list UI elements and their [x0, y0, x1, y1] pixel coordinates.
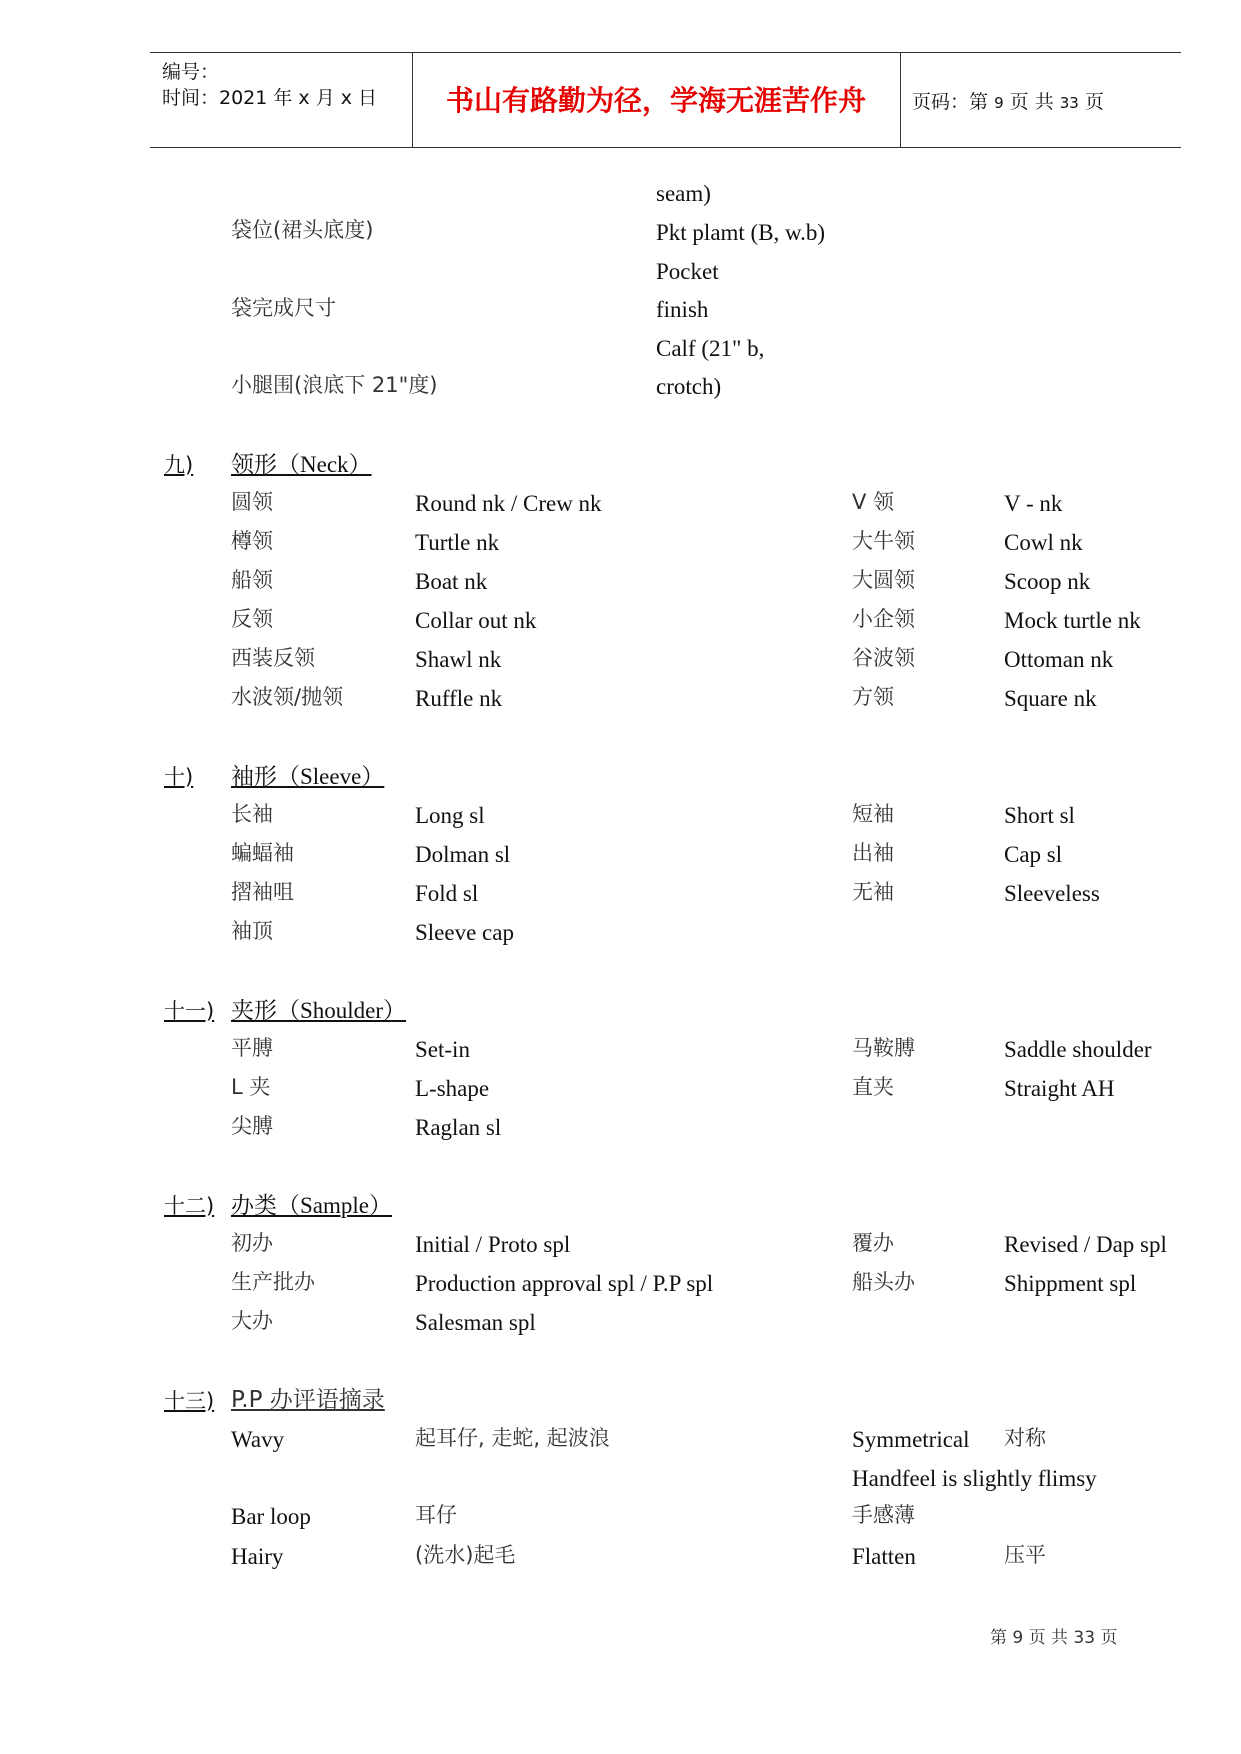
- page-header: [150, 52, 1181, 148]
- term-zh: 反领: [231, 607, 273, 631]
- term-zh: 圆领: [231, 490, 273, 514]
- term-zh: 长袖: [231, 802, 273, 826]
- term-en: Revised / Dap spl: [1004, 1232, 1167, 1257]
- term-zh: 小腿围(浪底下 21"度): [231, 373, 438, 397]
- term-en: Ruffle nk: [415, 686, 503, 711]
- term-zh: 马鞍膊: [852, 1036, 915, 1060]
- term-en: Cap sl: [1004, 842, 1063, 867]
- term-zh: 平膊: [231, 1036, 273, 1060]
- page-code-end: 页: [1084, 91, 1104, 113]
- term-en: Scoop nk: [1004, 569, 1091, 594]
- term-en: Long sl: [415, 803, 485, 828]
- term-zh: 小企领: [852, 607, 915, 631]
- term-en: Pocket: [656, 259, 719, 284]
- section-title-shoulder: 夹形（Shoulder）: [231, 998, 407, 1023]
- term-en: Round nk / Crew nk: [415, 491, 602, 516]
- term-en: Raglan sl: [415, 1115, 502, 1140]
- term-en: Ottoman nk: [1004, 647, 1114, 672]
- term-zh: 方领: [852, 685, 894, 709]
- term-en: Mock turtle nk: [1004, 608, 1141, 633]
- term-en: Wavy: [231, 1427, 285, 1452]
- term-zh: 初办: [231, 1231, 273, 1255]
- header-page-code: [912, 87, 1104, 114]
- term-en: Square nk: [1004, 686, 1097, 711]
- term-zh: 西装反领: [231, 646, 315, 670]
- term-zh: 袋完成尺寸: [231, 296, 336, 320]
- section-heading-neck: [164, 452, 193, 477]
- term-zh: 压平: [1004, 1543, 1046, 1567]
- term-en: Bar loop: [231, 1504, 311, 1529]
- term-zh: 蝙蝠袖: [231, 841, 294, 865]
- term-en: Short sl: [1004, 803, 1075, 828]
- term-zh: 袖顶: [231, 919, 273, 943]
- term-zh: 短袖: [852, 802, 894, 826]
- term-en: Salesman spl: [415, 1310, 536, 1335]
- term-zh: 袋位(裙头底度): [231, 218, 374, 242]
- term-zh: 大牛领: [852, 529, 915, 553]
- section-number: 十): [164, 765, 194, 789]
- term-zh: 摺袖咀: [231, 880, 294, 904]
- section-heading-sample: [164, 1193, 214, 1218]
- section-number: 十三): [164, 1389, 215, 1413]
- page-code-label: 页码：第: [912, 91, 989, 113]
- term-zh: V 领: [852, 490, 895, 514]
- term-zh: 出袖: [852, 841, 894, 865]
- term-en: Dolman sl: [415, 842, 511, 867]
- term-zh: 耳仔: [415, 1503, 457, 1527]
- term-zh: 覆办: [852, 1231, 894, 1255]
- term-zh: 谷波领: [852, 646, 915, 670]
- term-zh: 船头办: [852, 1270, 915, 1294]
- header-divider: [900, 53, 901, 147]
- term-zh: 大办: [231, 1309, 273, 1333]
- section-number: 十二): [164, 1194, 215, 1218]
- term-zh: 大圆领: [852, 568, 915, 592]
- term-en: Set-in: [415, 1037, 470, 1062]
- page-code-mid: 页 共: [1009, 91, 1054, 113]
- term-zh: 手感薄: [852, 1503, 915, 1527]
- section-heading-sleeve: [164, 764, 193, 789]
- section-title-sample: 办类（Sample）: [231, 1193, 392, 1218]
- term-en: L-shape: [415, 1076, 490, 1101]
- page-code-number: 9: [994, 94, 1004, 112]
- term-en: Sleeve cap: [415, 920, 514, 945]
- term-en: Calf (21" b,: [656, 336, 765, 361]
- term-en: crotch): [656, 374, 722, 399]
- header-motto: 书山有路勤为径，学海无涯苦作舟: [445, 84, 866, 117]
- page-footer: 第 9 页 共 33 页: [990, 1628, 1118, 1648]
- term-en: Hairy: [231, 1544, 284, 1569]
- term-en: Initial / Proto spl: [415, 1232, 571, 1257]
- term-en: Straight AH: [1004, 1076, 1115, 1101]
- term-zh: 樽领: [231, 529, 273, 553]
- serial-number-label: 编号：: [162, 61, 220, 83]
- term-en: finish: [656, 297, 709, 322]
- section-title-pp: P.P 办评语摘录: [231, 1387, 385, 1413]
- term-zh: L 夹: [231, 1075, 271, 1099]
- term-en: Cowl nk: [1004, 530, 1083, 555]
- term-en: Pkt plamt (B, w.b): [656, 220, 826, 245]
- term-en: Sleeveless: [1004, 881, 1100, 906]
- term-en: Symmetrical: [852, 1427, 970, 1452]
- term-en: Fold sl: [415, 881, 479, 906]
- term-zh: 水波领/抛领: [231, 685, 344, 709]
- section-heading-shoulder: [164, 998, 214, 1023]
- date-label: 时间：2021 年 x 月 x 日: [162, 87, 378, 109]
- section-title-neck: 领形（Neck）: [231, 452, 372, 477]
- term-zh: 直夹: [852, 1075, 894, 1099]
- term-en: Boat nk: [415, 569, 488, 594]
- section-number: 九): [164, 453, 194, 477]
- term-en: Shawl nk: [415, 647, 502, 672]
- term-zh: 无袖: [852, 880, 894, 904]
- section-title-sleeve: 袖形（Sleeve）: [231, 764, 385, 789]
- page-code-total: 33: [1059, 94, 1079, 112]
- term-en: V - nk: [1004, 491, 1063, 516]
- term-en: Collar out nk: [415, 608, 537, 633]
- section-number: 十一): [164, 999, 215, 1023]
- term-zh: 生产批办: [231, 1270, 315, 1294]
- term-en: Saddle shoulder: [1004, 1037, 1152, 1062]
- section-heading-pp: [164, 1388, 214, 1413]
- term-en: Flatten: [852, 1544, 916, 1569]
- term-en: Production approval spl / P.P spl: [415, 1271, 714, 1296]
- term-zh: 船领: [231, 568, 273, 592]
- term-en: Handfeel is slightly flimsy: [852, 1466, 1097, 1491]
- term-en: seam): [656, 181, 711, 206]
- term-zh: 尖膊: [231, 1114, 273, 1138]
- term-en: Turtle nk: [415, 530, 500, 555]
- term-zh: 对称: [1004, 1426, 1046, 1450]
- term-zh: 起耳仔, 走蛇, 起波浪: [415, 1426, 610, 1450]
- term-zh: (洗水)起毛: [415, 1543, 516, 1567]
- term-en: Shippment spl: [1004, 1271, 1137, 1296]
